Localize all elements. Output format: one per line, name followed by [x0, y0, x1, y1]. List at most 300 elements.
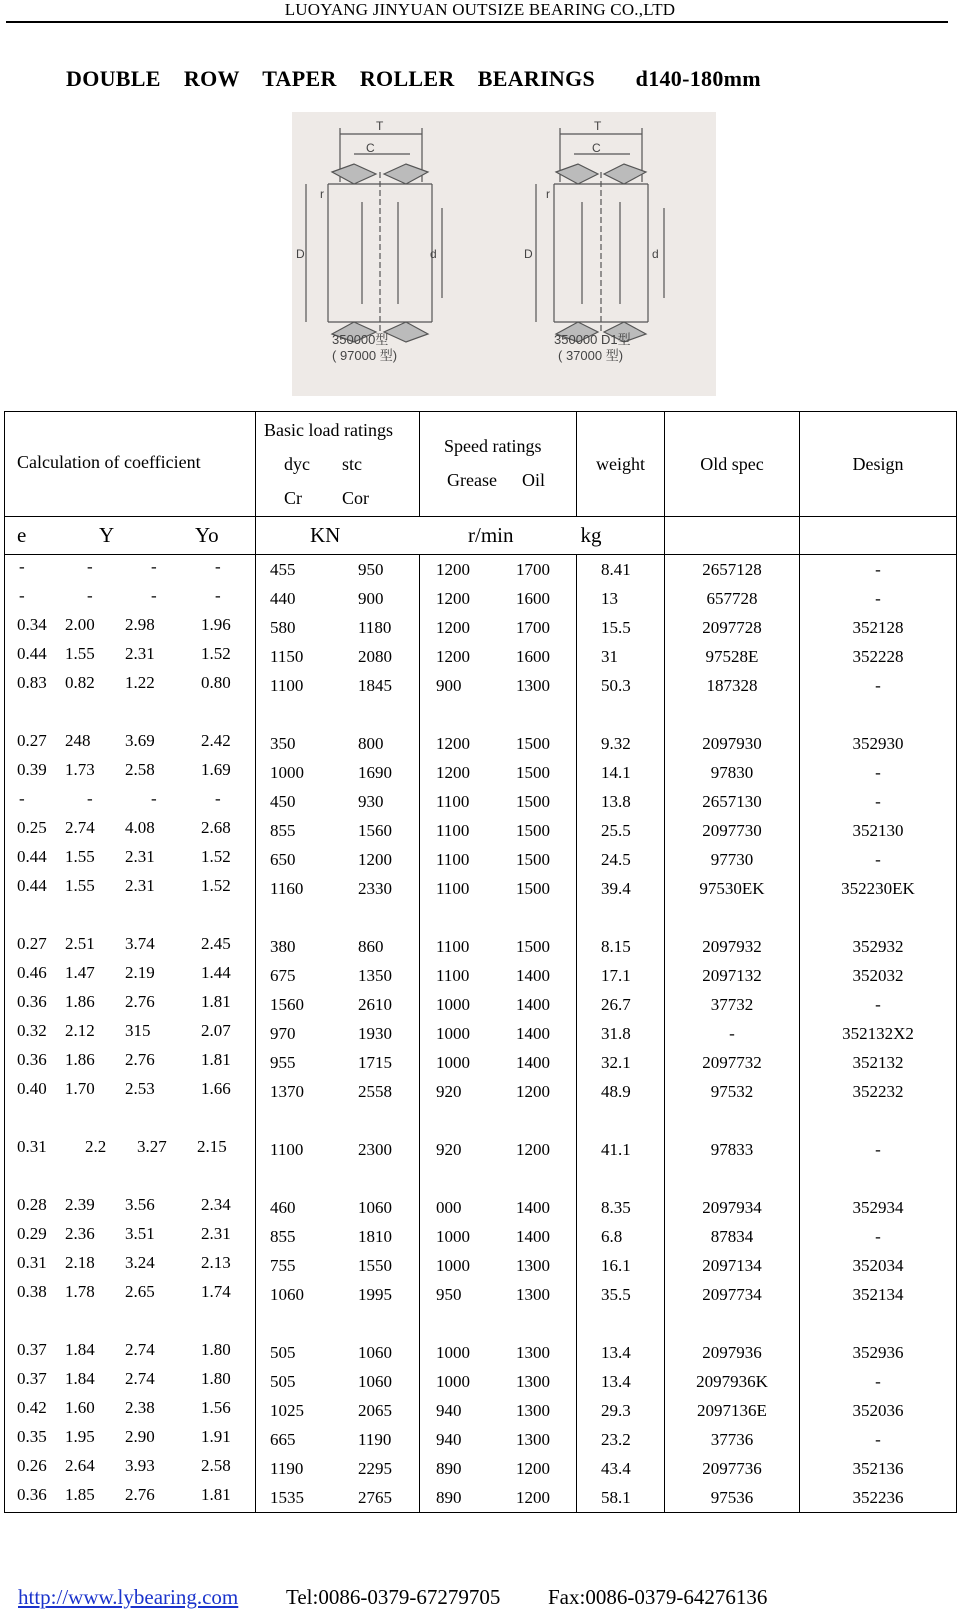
coef-cell: [5, 932, 256, 961]
header-speed-cell: [420, 412, 577, 517]
weight-cell: 17.1: [577, 961, 665, 990]
speed-grease: 1000: [436, 1372, 470, 1391]
coef-e: 0.28: [17, 1195, 47, 1214]
coef-yo: 4.08: [125, 818, 155, 837]
table-header-row: [5, 412, 957, 517]
speed-cell: [420, 555, 577, 585]
speed-oil: 1400: [516, 1053, 550, 1072]
load-cr: 505: [270, 1372, 296, 1391]
right-type-label: 350000 D1型: [554, 332, 631, 347]
coef-y2: -: [215, 789, 221, 808]
load-cell: [256, 671, 420, 700]
old-spec-cell: 2097134: [665, 1251, 800, 1280]
speed-grease: 890: [436, 1459, 462, 1478]
coef-e: -: [19, 557, 25, 576]
load-cor: 1190: [358, 1430, 392, 1449]
header-weight-cell: [577, 412, 665, 517]
coef-e: 0.32: [17, 1021, 47, 1040]
coef-cell: [5, 1483, 256, 1513]
weight-cell: 15.5: [577, 613, 665, 642]
speed-cell: [420, 1222, 577, 1251]
weight-cell: 13.8: [577, 787, 665, 816]
old-spec-cell: 97530EK: [665, 874, 800, 903]
coef-cell: [5, 961, 256, 990]
speed-oil: 1700: [516, 618, 550, 637]
dim-T-left: T: [376, 119, 384, 133]
dim-d-right: d: [652, 247, 659, 261]
coef-e: -: [19, 789, 25, 808]
load-cor: 1200: [358, 850, 392, 869]
speed-cell: [420, 758, 577, 787]
speed-grease: 1200: [436, 560, 470, 579]
speed-cell: [420, 1019, 577, 1048]
design-cell: 352132X2: [800, 1019, 957, 1048]
speed-cell: [420, 584, 577, 613]
speed-grease: 1100: [436, 821, 470, 840]
coef-yo: 2.74: [125, 1369, 155, 1388]
coef-e: 0.35: [17, 1427, 47, 1446]
weight-cell: 6.8: [577, 1222, 665, 1251]
speed-grease: 1200: [436, 589, 470, 608]
speed-grease: 1000: [436, 1024, 470, 1043]
speed-oil: 1400: [516, 1024, 550, 1043]
coef-e: 0.83: [17, 673, 47, 692]
design-cell: 352134: [800, 1280, 957, 1309]
load-cell: [256, 729, 420, 758]
table-row: [5, 874, 957, 903]
weight-cell: 14.1: [577, 758, 665, 787]
speed-cell: [420, 1251, 577, 1280]
coef-y2: 1.80: [201, 1340, 231, 1359]
coef-cell: [5, 1193, 256, 1222]
weight-cell: 41.1: [577, 1135, 665, 1164]
load-cr: 1100: [270, 1140, 304, 1159]
table-body: [5, 555, 957, 1513]
coef-yo: -: [151, 586, 157, 605]
coef-y: 2.36: [65, 1224, 95, 1243]
design-cell: 352930: [800, 729, 957, 758]
footer: [18, 1585, 768, 1610]
speed-grease: 1200: [436, 618, 470, 637]
coef-e: 0.27: [17, 934, 47, 953]
old-spec-cell: 2097936: [665, 1338, 800, 1367]
group-spacer-row: [5, 903, 957, 932]
coef-y2: 2.15: [197, 1137, 227, 1156]
speed-cell: [420, 1367, 577, 1396]
load-cor: 860: [358, 937, 384, 956]
weight-cell: 35.5: [577, 1280, 665, 1309]
coef-yo: 2.90: [125, 1427, 155, 1446]
coef-y2: 1.91: [201, 1427, 231, 1446]
table-row: [5, 1338, 957, 1367]
design-cell: 352136: [800, 1454, 957, 1483]
weight-cell: 31: [577, 642, 665, 671]
coef-y2: 0.80: [201, 673, 231, 692]
table-row: [5, 1483, 957, 1513]
table-row: [5, 1019, 957, 1048]
load-cr: 450: [270, 792, 296, 811]
weight-cell: 16.1: [577, 1251, 665, 1280]
speed-oil: 1500: [516, 821, 550, 840]
weight-cell: 9.32: [577, 729, 665, 758]
dim-r-right: r: [546, 187, 550, 201]
design-cell: 352032: [800, 961, 957, 990]
load-cor: 2295: [358, 1459, 392, 1478]
load-cr: 580: [270, 618, 296, 637]
coef-yo: 2.19: [125, 963, 155, 982]
speed-oil: 1400: [516, 1227, 550, 1246]
coef-cell: [5, 584, 256, 613]
coef-y2: 2.07: [201, 1021, 231, 1040]
speed-grease: 1200: [436, 647, 470, 666]
header-oil: Oil: [522, 470, 546, 490]
coef-e: 0.44: [17, 876, 47, 895]
weight-cell: 50.3: [577, 671, 665, 700]
header-coef-cell: [5, 412, 256, 517]
speed-oil: 1500: [516, 937, 550, 956]
speed-grease: 940: [436, 1430, 462, 1449]
speed-grease: 1200: [436, 734, 470, 753]
coef-e: 0.37: [17, 1340, 47, 1359]
coef-yo: 2.53: [125, 1079, 155, 1098]
coef-yo: 2.65: [125, 1282, 155, 1301]
table-row: [5, 642, 957, 671]
old-spec-cell: 97730: [665, 845, 800, 874]
weight-cell: 31.8: [577, 1019, 665, 1048]
group-spacer-row: [5, 1164, 957, 1193]
header-grease: Grease: [447, 470, 497, 490]
table-row: [5, 1048, 957, 1077]
table-row: [5, 1251, 957, 1280]
speed-grease: 1100: [436, 850, 470, 869]
design-cell: 352034: [800, 1251, 957, 1280]
page-title: DOUBLE ROW TAPER ROLLER BEARINGS d140-180mm: [66, 66, 761, 91]
coef-cell: [5, 845, 256, 874]
coef-y: 2.74: [65, 818, 95, 837]
coef-y: 248: [65, 731, 91, 750]
design-cell: -: [800, 1425, 957, 1454]
units-coef-cell: [5, 517, 256, 555]
old-spec-cell: 2097132: [665, 961, 800, 990]
coef-y: 2.18: [65, 1253, 95, 1272]
header-weight: weight: [596, 453, 645, 474]
design-cell: -: [800, 1135, 957, 1164]
coef-yo: 2.76: [125, 1050, 155, 1069]
old-spec-cell: 2657130: [665, 787, 800, 816]
old-spec-cell: 2097136E: [665, 1396, 800, 1425]
coef-e: 0.46: [17, 963, 47, 982]
coef-yo: 3.93: [125, 1456, 155, 1475]
old-spec-cell: 97536: [665, 1483, 800, 1513]
load-cell: [256, 555, 420, 585]
speed-cell: [420, 874, 577, 903]
old-spec-cell: 2097930: [665, 729, 800, 758]
load-cor: 1690: [358, 763, 392, 782]
coef-e: 0.34: [17, 615, 47, 634]
old-spec-cell: -: [665, 1019, 800, 1048]
speed-cell: [420, 990, 577, 1019]
load-cor: 900: [358, 589, 384, 608]
load-cell: [256, 932, 420, 961]
coef-yo: 3.27: [137, 1137, 167, 1156]
speed-grease: 1000: [436, 1053, 470, 1072]
coef-yo: 2.38: [125, 1398, 155, 1417]
load-cr: 755: [270, 1256, 296, 1275]
speed-cell: [420, 1454, 577, 1483]
coef-e: 0.26: [17, 1456, 47, 1475]
speed-cell: [420, 1338, 577, 1367]
speed-grease: 000: [436, 1198, 462, 1217]
load-cor: 1350: [358, 966, 392, 985]
coef-yo: 315: [125, 1021, 151, 1040]
coef-y2: 2.45: [201, 934, 231, 953]
load-cor: 800: [358, 734, 384, 753]
coef-e: 0.39: [17, 760, 47, 779]
speed-oil: 1600: [516, 589, 550, 608]
coef-y: 1.84: [65, 1369, 95, 1388]
coef-y2: 2.34: [201, 1195, 231, 1214]
table-row: [5, 584, 957, 613]
load-cr: 1150: [270, 647, 304, 666]
speed-cell: [420, 787, 577, 816]
speed-oil: 1200: [516, 1459, 550, 1478]
coef-cell: [5, 1019, 256, 1048]
weight-cell: 26.7: [577, 990, 665, 1019]
unit-kg: kg: [580, 523, 602, 547]
load-cell: [256, 1338, 420, 1367]
old-spec-cell: 37732: [665, 990, 800, 1019]
table-row: [5, 555, 957, 585]
weight-cell: 23.2: [577, 1425, 665, 1454]
coef-y2: 1.81: [201, 1485, 231, 1504]
coef-y: 1.85: [65, 1485, 95, 1504]
coef-e: 0.44: [17, 644, 47, 663]
speed-grease: 920: [436, 1082, 462, 1101]
speed-cell: [420, 932, 577, 961]
load-cor: 2300: [358, 1140, 392, 1159]
old-spec-cell: 657728: [665, 584, 800, 613]
load-cr: 455: [270, 560, 296, 579]
coef-e: 0.29: [17, 1224, 47, 1243]
table-row: [5, 932, 957, 961]
coef-y2: 1.66: [201, 1079, 231, 1098]
left-type-label: 350000型: [332, 332, 389, 347]
header-stc: stc: [342, 454, 362, 474]
load-cell: [256, 1251, 420, 1280]
load-cell: [256, 1077, 420, 1106]
units-kn-cell: [256, 517, 577, 555]
speed-grease: 1100: [436, 966, 470, 985]
load-cell: [256, 758, 420, 787]
weight-cell: 48.9: [577, 1077, 665, 1106]
unit-kn: KN: [310, 523, 341, 547]
header-rule: [6, 21, 948, 23]
speed-oil: 1300: [516, 1430, 550, 1449]
coef-y2: 1.81: [201, 1050, 231, 1069]
dim-D-left: D: [296, 247, 305, 261]
speed-oil: 1200: [516, 1140, 550, 1159]
speed-grease: 920: [436, 1140, 462, 1159]
speed-cell: [420, 1483, 577, 1513]
design-cell: 352128: [800, 613, 957, 642]
speed-cell: [420, 1048, 577, 1077]
speed-oil: 1500: [516, 763, 550, 782]
coef-cell: [5, 758, 256, 787]
company-name: LUOYANG JINYUAN OUTSIZE BEARING CO.,LTD: [284, 0, 676, 19]
speed-oil: 1700: [516, 560, 550, 579]
speed-oil: 1500: [516, 734, 550, 753]
coef-cell: [5, 990, 256, 1019]
coef-cell: [5, 555, 256, 585]
coef-cell: [5, 1367, 256, 1396]
load-cor: 2080: [358, 647, 392, 666]
old-spec-cell: 187328: [665, 671, 800, 700]
coef-y2: 1.69: [201, 760, 231, 779]
old-spec-cell: 97830: [665, 758, 800, 787]
speed-grease: 1100: [436, 937, 470, 956]
coef-yo: 3.74: [125, 934, 155, 953]
speed-oil: 1400: [516, 1198, 550, 1217]
load-cr: 380: [270, 937, 296, 956]
weight-cell: 25.5: [577, 816, 665, 845]
coef-y2: 1.52: [201, 876, 231, 895]
table-row: [5, 787, 957, 816]
load-cr: 1535: [270, 1488, 304, 1507]
website-link[interactable]: http://www.lybearing.com: [18, 1585, 239, 1609]
load-cr: 1000: [270, 763, 304, 782]
weight-cell: 8.41: [577, 555, 665, 585]
coef-cell: [5, 816, 256, 845]
load-cell: [256, 816, 420, 845]
load-cell: [256, 613, 420, 642]
dim-d-left: d: [430, 247, 437, 261]
dim-C-left: C: [366, 141, 375, 155]
load-cr: 855: [270, 1227, 296, 1246]
load-cor: 2558: [358, 1082, 392, 1101]
weight-cell: 32.1: [577, 1048, 665, 1077]
speed-oil: 1400: [516, 966, 550, 985]
load-cr: 1100: [270, 676, 304, 695]
dim-r-left: r: [320, 187, 324, 201]
load-cell: [256, 1280, 420, 1309]
load-cr: 955: [270, 1053, 296, 1072]
coef-cell: [5, 671, 256, 700]
unit-y: Y: [99, 523, 115, 547]
design-cell: -: [800, 787, 957, 816]
load-cor: 1550: [358, 1256, 392, 1275]
table-row: [5, 613, 957, 642]
load-cell: [256, 1019, 420, 1048]
speed-grease: 1000: [436, 1343, 470, 1362]
header-design: Design: [852, 453, 904, 474]
coef-y: 1.73: [65, 760, 95, 779]
specs-table: [4, 411, 957, 1513]
design-cell: 352230EK: [800, 874, 957, 903]
load-cr: 1060: [270, 1285, 304, 1304]
speed-oil: 1600: [516, 647, 550, 666]
design-cell: -: [800, 584, 957, 613]
load-cell: [256, 1135, 420, 1164]
speed-oil: 1400: [516, 995, 550, 1014]
coef-y: 1.55: [65, 644, 95, 663]
coef-cell: [5, 1077, 256, 1106]
load-cor: 2065: [358, 1401, 392, 1420]
speed-grease: 950: [436, 1285, 462, 1304]
speed-cell: [420, 642, 577, 671]
coef-y: 2.39: [65, 1195, 95, 1214]
speed-cell: [420, 1280, 577, 1309]
header-basic-cell: [256, 412, 420, 517]
coef-y: -: [87, 789, 93, 808]
speed-oil: 1500: [516, 850, 550, 869]
design-cell: -: [800, 1367, 957, 1396]
design-cell: -: [800, 1222, 957, 1251]
coef-cell: [5, 729, 256, 758]
coef-y2: 2.13: [201, 1253, 231, 1272]
load-cor: 1845: [358, 676, 392, 695]
unit-yo: Yo: [195, 523, 219, 547]
coef-y2: -: [215, 557, 221, 576]
dim-T-right: T: [594, 119, 602, 133]
load-cr: 440: [270, 589, 296, 608]
speed-oil: 1200: [516, 1488, 550, 1507]
load-cor: 1560: [358, 821, 392, 840]
footer-fax: Fax:0086-0379-64276136: [548, 1585, 768, 1609]
load-cor: 1715: [358, 1053, 392, 1072]
speed-cell: [420, 845, 577, 874]
design-cell: 352232: [800, 1077, 957, 1106]
load-cell: [256, 1425, 420, 1454]
design-cell: 352936: [800, 1338, 957, 1367]
coef-y: 2.64: [65, 1456, 95, 1475]
load-cell: [256, 1048, 420, 1077]
coef-yo: 2.74: [125, 1340, 155, 1359]
coef-y: 1.95: [65, 1427, 95, 1446]
coef-cell: [5, 1251, 256, 1280]
old-spec-cell: 37736: [665, 1425, 800, 1454]
speed-oil: 1300: [516, 1256, 550, 1275]
coef-cell: [5, 1222, 256, 1251]
speed-cell: [420, 613, 577, 642]
dim-D-right: D: [524, 247, 533, 261]
coef-e: 0.31: [17, 1137, 47, 1156]
coef-e: 0.36: [17, 1050, 47, 1069]
load-cr: 665: [270, 1430, 296, 1449]
design-cell: -: [800, 845, 957, 874]
table-row: [5, 1396, 957, 1425]
coef-cell: [5, 1280, 256, 1309]
coef-cell: [5, 1135, 256, 1164]
speed-oil: 1300: [516, 1285, 550, 1304]
coef-y: 1.78: [65, 1282, 95, 1301]
load-cell: [256, 874, 420, 903]
load-cor: 1060: [358, 1198, 392, 1217]
load-cr: 460: [270, 1198, 296, 1217]
load-cr: 855: [270, 821, 296, 840]
coef-yo: 3.24: [125, 1253, 155, 1272]
coef-e: 0.38: [17, 1282, 47, 1301]
units-rest-cell: [665, 517, 957, 555]
coef-y2: 1.96: [201, 615, 231, 634]
footer-tel: Tel:0086-0379-67279705: [286, 1585, 501, 1609]
coef-y: -: [87, 557, 93, 576]
coef-yo: 2.98: [125, 615, 155, 634]
weight-cell: 8.35: [577, 1193, 665, 1222]
load-cr: 1560: [270, 995, 304, 1014]
table-row: [5, 1280, 957, 1309]
coef-yo: 3.69: [125, 731, 155, 750]
left-type-sub: ( 97000 型): [332, 348, 398, 363]
